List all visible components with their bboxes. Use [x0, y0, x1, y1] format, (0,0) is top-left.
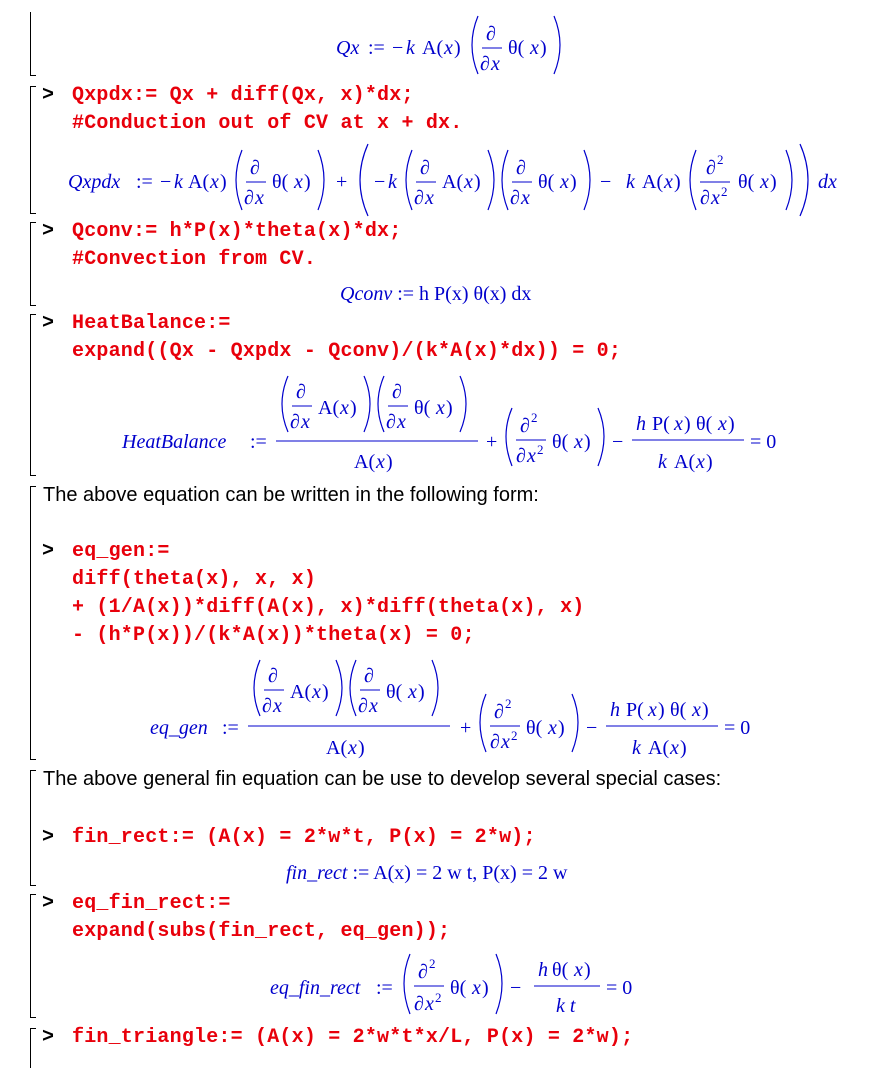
code-line[interactable]: expand((Qx - Qxpdx - Qconv)/(k*A(x)*dx)) = 0;	[72, 340, 622, 363]
svg-text:2: 2	[717, 152, 724, 167]
svg-text:x: x	[312, 681, 321, 703]
svg-text::=: :=	[376, 977, 393, 999]
svg-text:k: k	[406, 37, 415, 59]
svg-text:h: h	[610, 699, 620, 721]
svg-text:x: x	[436, 397, 445, 419]
svg-text:x: x	[664, 171, 673, 193]
code-line[interactable]: + (1/A(x))*diff(A(x), x)*diff(theta(x), x)	[72, 596, 585, 619]
output-name: fin_rect	[286, 862, 348, 884]
svg-text:): )	[658, 699, 665, 721]
svg-text:x: x	[527, 445, 536, 467]
svg-text:): )	[322, 681, 329, 703]
svg-text:A(: A(	[648, 737, 670, 759]
svg-text:x: x	[718, 413, 727, 435]
code-line[interactable]: diff(theta(x), x, x)	[72, 568, 317, 591]
svg-text:A(: A(	[442, 171, 464, 193]
svg-text:∂: ∂	[392, 381, 402, 403]
svg-text:h: h	[538, 959, 548, 981]
svg-text:θ(: θ(	[738, 171, 755, 193]
text-paragraph: The above general fin equation can be use to develop several special cases:	[43, 768, 722, 790]
svg-text:x: x	[273, 695, 282, 717]
svg-text:dx: dx	[818, 171, 837, 193]
svg-text:x: x	[674, 413, 683, 435]
input-prompt: >	[42, 84, 55, 107]
svg-text:θ(: θ(	[450, 977, 467, 999]
svg-text:A(: A(	[354, 451, 376, 473]
svg-text:x: x	[425, 187, 434, 209]
svg-text:Qx: Qx	[336, 37, 360, 59]
svg-text:∂: ∂	[510, 187, 520, 209]
svg-text:x: x	[530, 37, 539, 59]
execution-group-finrect[interactable]	[30, 770, 31, 886]
svg-text:x: x	[648, 699, 657, 721]
svg-text:∂: ∂	[480, 53, 490, 75]
svg-text:2: 2	[531, 410, 538, 425]
svg-text:A(: A(	[642, 171, 664, 193]
svg-text:): )	[540, 37, 547, 59]
input-prompt: >	[42, 540, 55, 563]
svg-text:∂: ∂	[516, 445, 526, 467]
svg-text:∂: ∂	[364, 665, 374, 687]
svg-text:∂: ∂	[414, 993, 424, 1015]
svg-text:eq_gen: eq_gen	[150, 717, 208, 739]
svg-text:h: h	[636, 413, 646, 435]
svg-text:): )	[454, 37, 461, 59]
svg-text:): )	[220, 171, 227, 193]
svg-text:θ(: θ(	[272, 171, 289, 193]
group-bracket	[30, 12, 31, 76]
code-line[interactable]: eq_gen:=	[72, 540, 170, 563]
text-paragraph: The above equation can be written in the following form:	[43, 484, 539, 506]
code-line[interactable]: eq_fin_rect:=	[72, 892, 231, 915]
svg-text:A(: A(	[422, 37, 444, 59]
svg-text:∂: ∂	[262, 695, 272, 717]
svg-text:x: x	[464, 171, 473, 193]
svg-text:): )	[706, 451, 713, 473]
svg-text::=: :=	[250, 431, 267, 453]
input-prompt: >	[42, 826, 55, 849]
svg-text:): )	[770, 171, 777, 193]
svg-text:k t: k t	[556, 995, 576, 1017]
svg-text:x: x	[574, 431, 583, 453]
svg-text:+: +	[336, 171, 348, 193]
svg-text:∂: ∂	[486, 23, 496, 45]
svg-text:): )	[570, 171, 577, 193]
svg-text:∂: ∂	[420, 157, 430, 179]
svg-text:): )	[446, 397, 453, 419]
code-line[interactable]: Qconv:= h*P(x)*theta(x)*dx;	[72, 220, 402, 243]
svg-text:): )	[474, 171, 481, 193]
svg-text:= 0: = 0	[606, 977, 633, 999]
math-output-qconv: Qconv := h P(x) θ(x) dx	[340, 283, 532, 305]
svg-text:x: x	[369, 695, 378, 717]
svg-text:x: x	[340, 397, 349, 419]
svg-text:∂: ∂	[706, 157, 716, 179]
svg-text:∂: ∂	[520, 415, 530, 437]
svg-text:): )	[418, 681, 425, 703]
svg-text:x: x	[711, 187, 720, 209]
svg-text:∂: ∂	[494, 701, 504, 723]
svg-text:−: −	[392, 37, 404, 59]
svg-text:x: x	[444, 37, 453, 59]
svg-text:θ(: θ(	[538, 171, 555, 193]
svg-text:): )	[350, 397, 357, 419]
svg-text:2: 2	[429, 956, 436, 971]
svg-text:A(: A(	[326, 737, 348, 759]
svg-text:x: x	[692, 699, 701, 721]
input-prompt: >	[42, 1026, 55, 1049]
svg-text:): )	[558, 717, 565, 739]
svg-text:A(: A(	[674, 451, 696, 473]
svg-text:): )	[482, 977, 489, 999]
svg-text:+: +	[460, 717, 472, 739]
svg-text:x: x	[560, 171, 569, 193]
svg-text:−: −	[160, 171, 172, 193]
svg-text:k: k	[632, 737, 641, 759]
code-line[interactable]: fin_rect:= (A(x) = 2*w*t, P(x) = 2*w);	[72, 826, 536, 849]
svg-text:∂: ∂	[700, 187, 710, 209]
output-name: Qconv	[340, 283, 393, 305]
execution-group-eqfinrect[interactable]	[30, 894, 31, 1018]
svg-text:θ(: θ(	[526, 717, 543, 739]
svg-text:): )	[674, 171, 681, 193]
svg-text:∂: ∂	[296, 381, 306, 403]
svg-text:−: −	[612, 431, 624, 453]
svg-text:): )	[728, 413, 735, 435]
svg-text:2: 2	[505, 696, 512, 711]
svg-text:A(: A(	[188, 171, 210, 193]
svg-text:∂: ∂	[268, 665, 278, 687]
svg-text:−: −	[374, 171, 386, 193]
svg-text:−: −	[510, 977, 522, 999]
code-line[interactable]: #Conduction out of CV at x + dx.	[72, 112, 463, 135]
svg-text:x: x	[670, 737, 679, 759]
svg-text:x: x	[210, 171, 219, 193]
svg-text:∂: ∂	[418, 961, 428, 983]
svg-text:x: x	[696, 451, 705, 473]
svg-text:θ(: θ(	[552, 431, 569, 453]
svg-text:∂: ∂	[386, 411, 396, 433]
code-line[interactable]: Qxpdx:= Qx + diff(Qx, x)*dx;	[72, 84, 414, 107]
svg-text:θ(: θ(	[508, 37, 525, 59]
svg-text:−: −	[586, 717, 598, 739]
svg-text:θ(: θ(	[552, 959, 569, 981]
math-output-qxpdx	[66, 142, 856, 218]
svg-text:x: x	[472, 977, 481, 999]
execution-group-fintriangle[interactable]	[30, 1028, 31, 1068]
svg-text:x: x	[548, 717, 557, 739]
input-prompt: >	[42, 892, 55, 915]
svg-text:x: x	[491, 53, 500, 75]
svg-text:P(: P(	[626, 699, 644, 721]
execution-group-heatbalance[interactable]	[30, 314, 31, 476]
svg-text:): )	[702, 699, 709, 721]
math-output-eqgen	[150, 654, 810, 760]
svg-text:θ(: θ(	[670, 699, 687, 721]
svg-text:x: x	[301, 411, 310, 433]
execution-group-eqgen[interactable]	[30, 486, 31, 760]
code-line[interactable]: - (h*P(x))/(k*A(x))*theta(x) = 0;	[72, 624, 475, 647]
svg-text:∂: ∂	[250, 157, 260, 179]
svg-text:2: 2	[537, 442, 544, 457]
math-output-eqfinrect	[270, 950, 650, 1020]
svg-text::=: :=	[368, 37, 385, 59]
svg-text:2: 2	[435, 990, 442, 1005]
execution-group-qconv[interactable]	[30, 222, 31, 306]
svg-text:k: k	[174, 171, 183, 193]
svg-text:P(: P(	[652, 413, 670, 435]
svg-text::=: :=	[136, 171, 153, 193]
output-rhs: h P(x) θ(x) dx	[419, 283, 532, 305]
code-line[interactable]: #Convection from CV.	[72, 248, 317, 271]
svg-text:Qxpdx: Qxpdx	[68, 171, 121, 193]
svg-text:2: 2	[511, 728, 518, 743]
code-line[interactable]: HeatBalance:=	[72, 312, 231, 335]
svg-text::=: :=	[222, 717, 239, 739]
code-line[interactable]: fin_triangle:= (A(x) = 2*w*t*x/L, P(x) = 2*w);	[72, 1026, 634, 1049]
input-prompt: >	[42, 312, 55, 335]
svg-text:x: x	[408, 681, 417, 703]
svg-text:): )	[386, 451, 393, 473]
svg-text:∂: ∂	[490, 731, 500, 753]
svg-text:x: x	[501, 731, 510, 753]
svg-text:): )	[684, 413, 691, 435]
svg-text:): )	[304, 171, 311, 193]
svg-text:∂: ∂	[516, 157, 526, 179]
svg-text:+: +	[486, 431, 498, 453]
svg-text:θ(: θ(	[696, 413, 713, 435]
execution-group-qxpdx[interactable]	[30, 86, 31, 214]
svg-text:x: x	[425, 993, 434, 1015]
svg-text:): )	[358, 737, 365, 759]
svg-text:): )	[584, 431, 591, 453]
svg-text:x: x	[294, 171, 303, 193]
svg-text:x: x	[397, 411, 406, 433]
svg-text:−: −	[600, 171, 612, 193]
svg-text:HeatBalance: HeatBalance	[122, 431, 227, 453]
svg-text:= 0: = 0	[750, 431, 777, 453]
svg-text:eq_fin_rect: eq_fin_rect	[270, 977, 361, 999]
code-line[interactable]: expand(subs(fin_rect, eq_gen));	[72, 920, 451, 943]
svg-text:∂: ∂	[290, 411, 300, 433]
svg-text:): )	[584, 959, 591, 981]
math-output-qx	[330, 12, 590, 78]
svg-text:= 0: = 0	[724, 717, 751, 739]
svg-text:): )	[680, 737, 687, 759]
svg-text:θ(: θ(	[414, 397, 431, 419]
svg-text:θ(: θ(	[386, 681, 403, 703]
math-output-finrect: fin_rect := A(x) = 2 w t, P(x) = 2 w	[286, 862, 568, 884]
svg-text:x: x	[376, 451, 385, 473]
svg-text:k: k	[388, 171, 397, 193]
svg-text:x: x	[760, 171, 769, 193]
svg-text:x: x	[348, 737, 357, 759]
svg-text:∂: ∂	[414, 187, 424, 209]
svg-text:A(: A(	[318, 397, 340, 419]
math-output-heatbalance	[122, 370, 802, 476]
svg-text:k: k	[658, 451, 667, 473]
svg-text:x: x	[574, 959, 583, 981]
svg-text:∂: ∂	[358, 695, 368, 717]
svg-text:x: x	[521, 187, 530, 209]
svg-text:∂: ∂	[244, 187, 254, 209]
svg-text:2: 2	[721, 184, 728, 199]
svg-text:A(: A(	[290, 681, 312, 703]
svg-text:k: k	[626, 171, 635, 193]
svg-text:x: x	[255, 187, 264, 209]
input-prompt: >	[42, 220, 55, 243]
output-rhs: A(x) = 2 w t, P(x) = 2 w	[373, 862, 568, 884]
